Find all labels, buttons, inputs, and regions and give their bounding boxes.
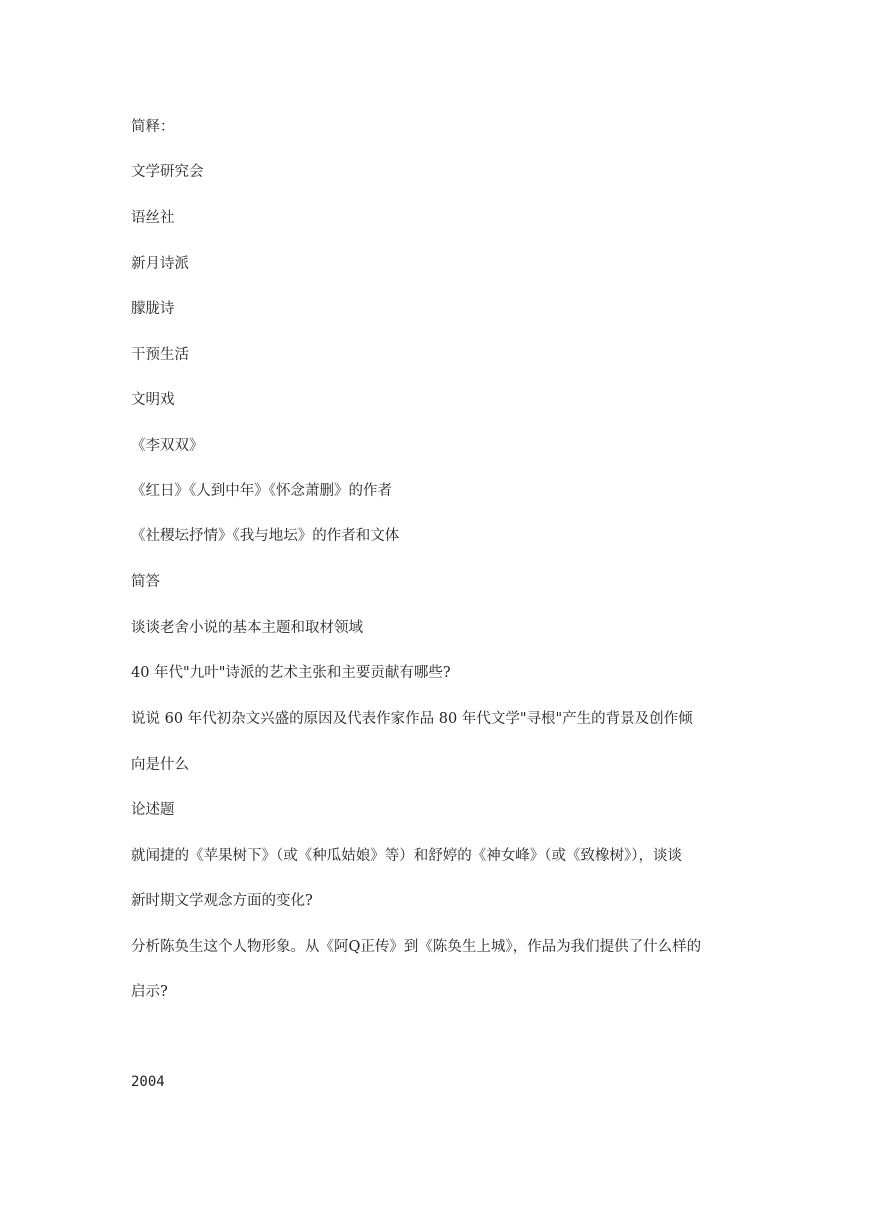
short-item-continuation: 向是什么 [131,757,189,773]
essay-item-continuation: 启示? [131,984,168,1000]
brief-item: 《红日》《人到中年》《怀念萧删》的作者 [131,483,392,499]
section-heading-essay: 论述题 [131,802,175,818]
brief-item: 《李双双》 [131,438,204,454]
brief-item: 朦胧诗 [131,301,175,317]
brief-item: 文明戏 [131,392,175,408]
short-item: 说说 60 年代初杂文兴盛的原因及代表作家作品 80 年代文学"寻根"产生的背景及创作倾 [131,711,693,727]
short-item: 40 年代"九叶"诗派的艺术主张和主要贡献有哪些? [131,665,451,681]
short-item: 谈谈老舍小说的基本主题和取材领域 [131,620,363,636]
section-heading-short: 简答 [131,574,160,590]
essay-item-continuation: 新时期文学观念方面的变化? [131,893,313,909]
brief-item: 干预生活 [131,347,189,363]
section-heading-brief: 简释： [131,119,175,135]
essay-item: 就闻捷的《苹果树下》（或《种瓜姑娘》等）和舒婷的《神女峰》（或《致橡树》），谈谈 [131,848,682,864]
year-label: 2004 [131,1074,165,1090]
brief-item: 新月诗派 [131,256,189,272]
brief-item: 文学研究会 [131,164,204,180]
brief-item: 《社稷坛抒情》《我与地坛》的作者和文体 [131,528,400,544]
essay-item: 分析陈奂生这个人物形象。从《阿Q正传》到《陈奂生上城》，作品为我们提供了什么样的 [131,939,702,955]
brief-item: 语丝社 [131,210,175,226]
